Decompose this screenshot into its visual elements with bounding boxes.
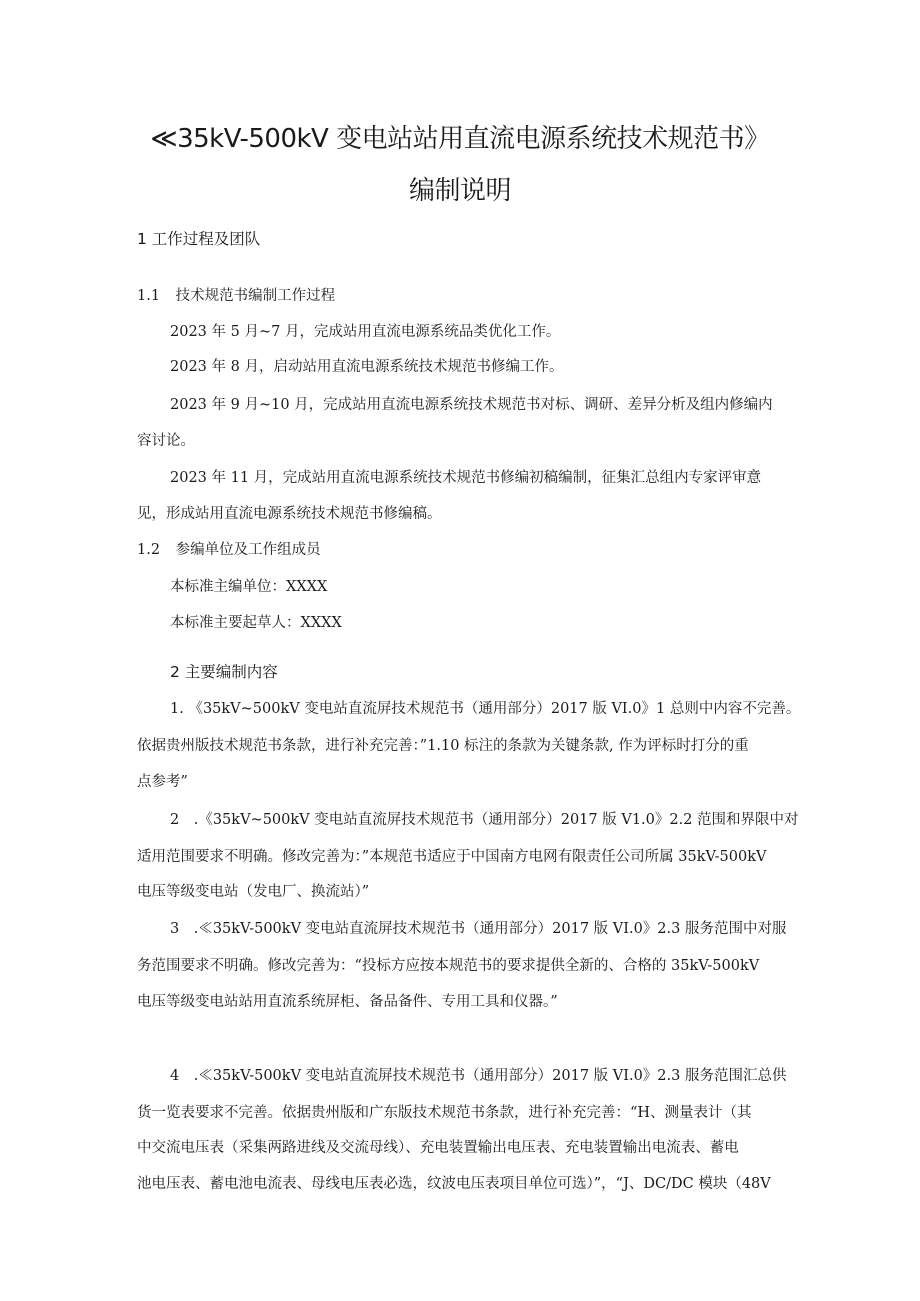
item-4-line: 4 .≪35kV-500kV 变电站直流屏技术规范书（通用部分）2017 版 VI.0》2.3 服务范围汇总供 — [170, 1068, 787, 1084]
item-3-line: 务范围要求不明确。修改完善为：“投标方应按本规范书的要求提供全新的、合格的 35kV-500kV — [137, 958, 760, 974]
item-1-line: 1. 《35kV~500kV 变电站直流屏技术规范书（通用部分）2017 版 VI.0》1 总则中内容不完善。 — [170, 701, 801, 717]
item-1-line: 依据贵州版技术规范书条款，进行补充完善：”1.10 标注的条款为关键条款, 作为评标时打分的重 — [137, 738, 749, 754]
paragraph-line: 容讨论。 — [137, 433, 195, 449]
document-subtitle: 编制说明 — [408, 176, 511, 206]
item-2-line: 电压等级变电站（发电厂、换流站）” — [137, 884, 370, 900]
item-3-line: 电压等级变电站站用直流系统屏柜、备品备件、专用工具和仪器。” — [137, 994, 558, 1010]
paragraph-line: 2023 年 11 月，完成站用直流电源系统技术规范书修编初稿编制，征集汇总组内专家评审意 — [170, 470, 762, 486]
item-2-line: 2 .《35kV~500kV 变电站直流屏技术规范书（通用部分）2017 版 V1.0》2.2 范围和界限中对 — [170, 812, 799, 828]
item-4-line: 中交流电压表（采集两路进线及交流母线）、充电装置输出电压表、充电装置输出电流表、蓄电 — [137, 1140, 739, 1156]
section-1-2-number: 1.2 — [137, 542, 161, 558]
section-1-2-title: 参编单位及工作组成员 — [175, 542, 321, 558]
section-1-1-heading — [137, 284, 335, 305]
section-2-heading: 2 主要编制内容 — [170, 663, 278, 681]
paragraph-line: 2023 年 5 月~7 月，完成站用直流电源系统品类优化工作。 — [170, 324, 561, 340]
section-1-heading: 1 工作过程及团队 — [137, 230, 261, 248]
item-2-line: 适用范围要求不明确。修改完善为：”本规范书适应于中国南方电网有限责任公司所属 35kV-500kV — [137, 849, 767, 865]
item-3-line: 3 .≪35kV-500kV 变电站直流屏技术规范书（通用部分）2017 版 VI.0》2.3 服务范围中对服 — [170, 921, 787, 937]
section-1-1-title: 技术规范书编制工作过程 — [175, 288, 336, 304]
item-1-line: 点参考” — [137, 774, 188, 790]
main-drafter: 本标准主要起草人：XXXX — [170, 615, 342, 631]
item-4-line: 池电压表、蓄电池电流表、母线电压表必选，纹波电压表项目单位可选）”，“J、DC/DC 模块（48V — [137, 1176, 771, 1192]
section-1-2-heading — [137, 538, 321, 559]
paragraph-line: 2023 年 8 月，启动站用直流电源系统技术规范书修编工作。 — [170, 359, 564, 375]
paragraph-line: 2023 年 9 月~10 月，完成站用直流电源系统技术规范书对标、调研、差异分析及组内修编内 — [170, 397, 773, 413]
document-title: ≪35kV-500kV 变电站站用直流电源系统技术规范书》 — [150, 124, 770, 154]
chief-editor-unit: 本标准主编单位：XXXX — [170, 579, 328, 595]
paragraph-line: 见，形成站用直流电源系统技术规范书修编稿。 — [137, 506, 442, 522]
section-1-1-number: 1.1 — [137, 288, 161, 304]
item-4-line: 货一览表要求不完善。依据贵州版和广东版技术规范书条款，进行补充完善：“H、测量表计（其 — [137, 1105, 752, 1121]
